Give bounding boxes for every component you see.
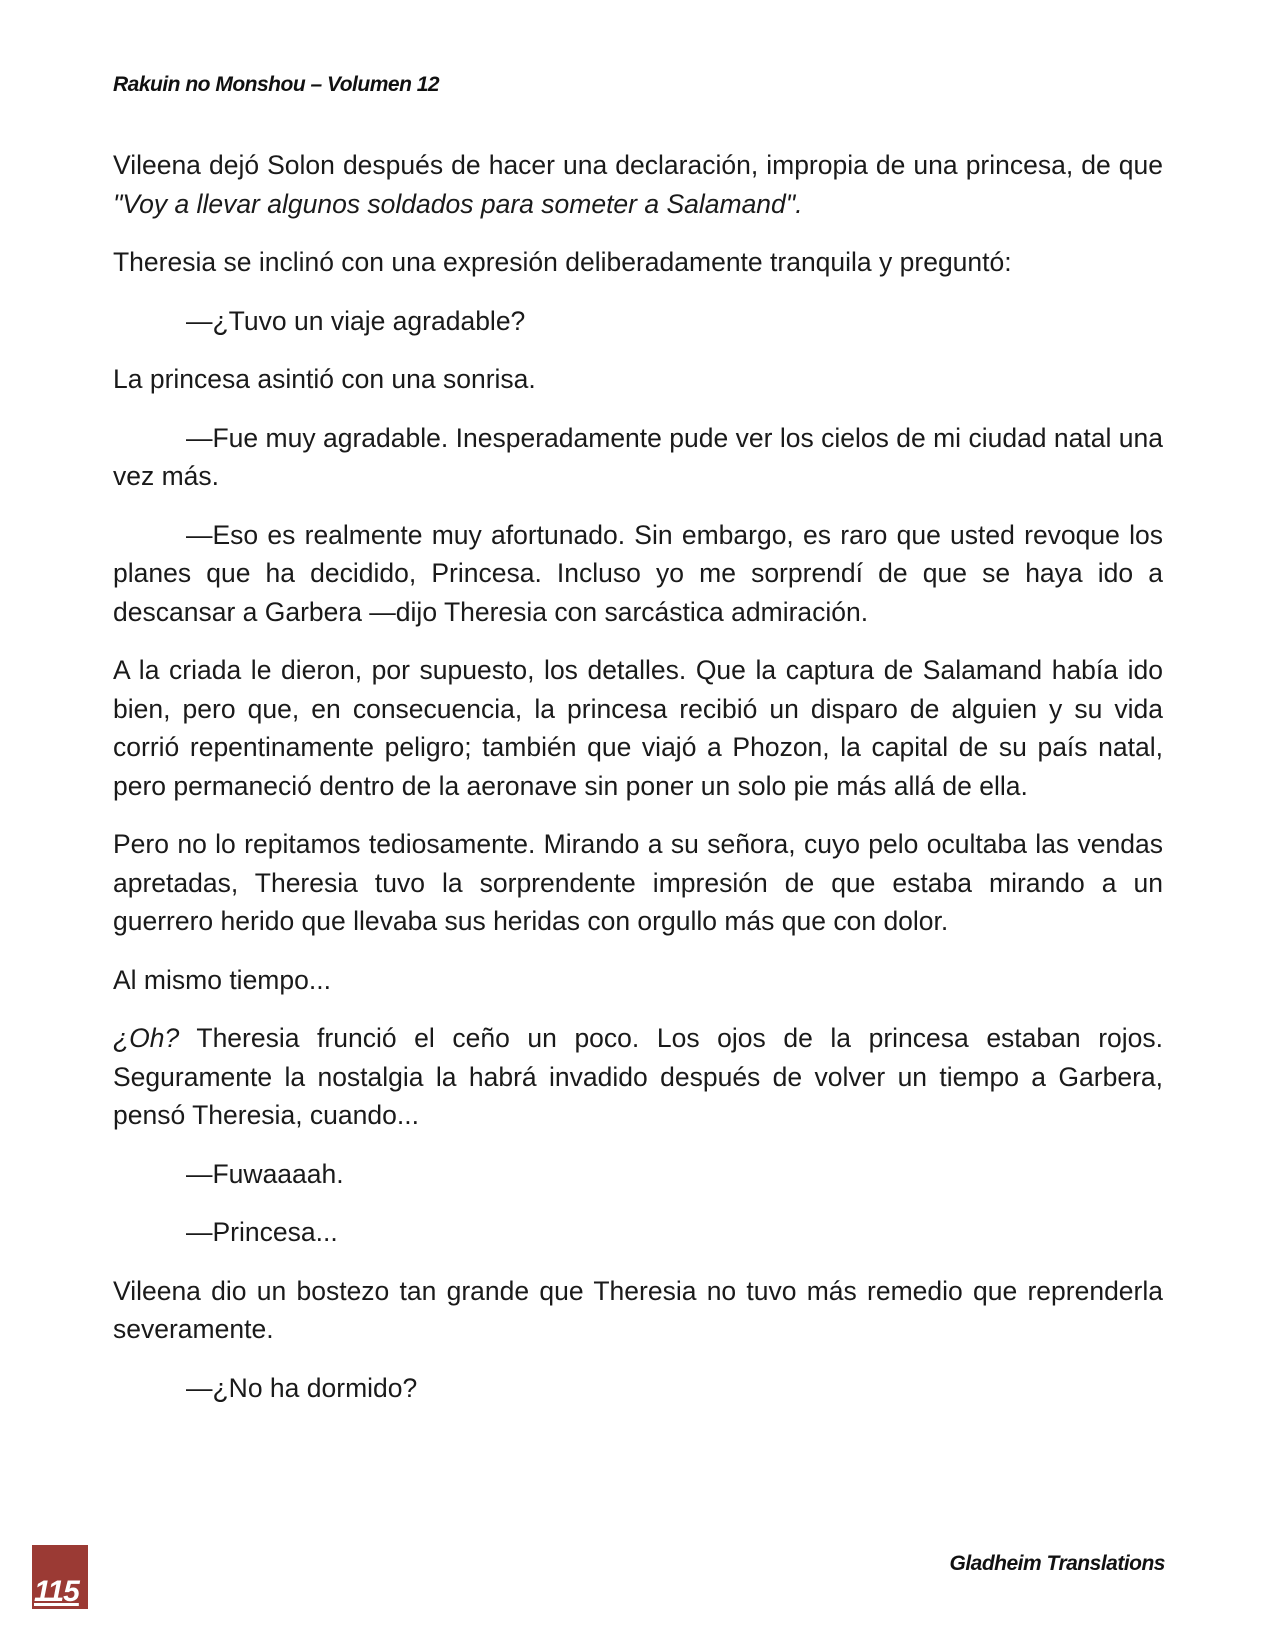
page-number-badge	[32, 1545, 88, 1609]
paragraph: Theresia se inclinó con una expresión deliberadamente tranquila y preguntó:	[113, 247, 1012, 277]
dialogue-line: —Fue muy agradable. Inesperadamente pude ver los cielos de mi ciudad natal una vez más.	[113, 422, 1163, 491]
italic-thought: ¿Oh?	[113, 1023, 180, 1053]
running-header-title: Rakuin no Monshou – Volumen 12	[113, 73, 440, 96]
dialogue-line: —Princesa...	[186, 1217, 338, 1247]
dialogue-line: —Eso es realmente muy afortunado. Sin embargo, es raro que usted revoque los planes que ha decidido, Princesa. Incluso yo me sorprendí de que se haya ido a descansar a Garbera —dijo Theresia con sarcástica admiración.	[113, 519, 1163, 627]
paragraph	[113, 1019, 1163, 1135]
dialogue-line: —¿No ha dormido?	[186, 1372, 418, 1403]
translator-credit: Gladheim Translations	[949, 1552, 1165, 1575]
paragraph: La princesa asintió con una sonrisa.	[113, 364, 536, 394]
paragraph: Vileena dio un bostezo tan grande que Theresia no tuvo más remedio que reprenderla severamente.	[113, 1275, 1163, 1344]
paragraph: A la criada le dieron, por supuesto, los detalles. Que la captura de Salamand había ido bien, pero que, en consecuencia, la princesa recibió un disparo de alguien y su vida corrió repentinamente peligro; también que viajó a Phozon, la capital de su país natal, pero permaneció dentro de la aeronave sin poner un solo pie más allá de ella.	[113, 655, 1163, 801]
page-number: 115	[34, 1575, 79, 1608]
dialogue-line: —Fuwaaaah.	[186, 1158, 344, 1189]
paragraph: Al mismo tiempo...	[113, 964, 331, 995]
paragraph-text: Vileena dejó Solon después de hacer una declaración, impropia de una princesa, de que	[113, 150, 1163, 180]
paragraph	[113, 146, 1163, 223]
page-body	[113, 146, 1163, 1427]
paragraph: Pero no lo repitamos tediosamente. Mirando a su señora, cuyo pelo ocultaba las vendas apretadas, Theresia tuvo la sorprendente impresión de que estaba mirando a un guerrero herido que llevaba sus heridas con orgullo más que con dolor.	[113, 829, 1163, 936]
dialogue-line: —¿Tuvo un viaje agradable?	[186, 305, 526, 336]
paragraph-text: Theresia frunció el ceño un poco. Los ojos de la princesa estaban rojos. Seguramente la nostalgia la habrá invadido después de volver un tiempo a Garbera, pensó Theresia, cuando...	[113, 1023, 1163, 1130]
quoted-declaration: "Voy a llevar algunos soldados para someter a Salamand".	[113, 188, 803, 219]
